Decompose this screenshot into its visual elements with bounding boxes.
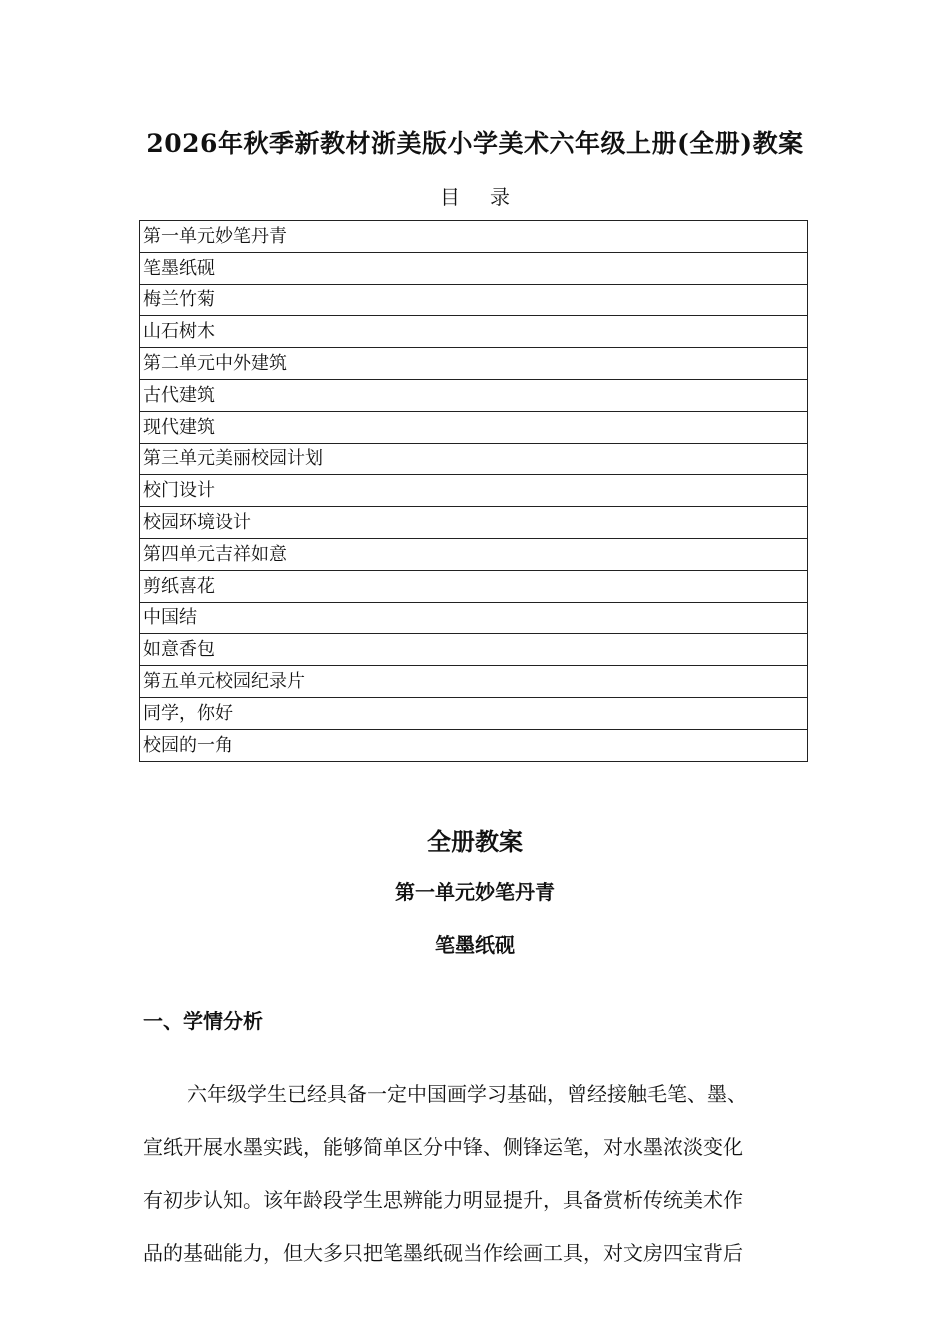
body-paragraph — [143, 1068, 811, 1280]
document-title: 2026年秋季新教材浙美版小学美术六年级上册(全册)教案 — [146, 129, 804, 158]
toc-heading: 目录 — [440, 185, 540, 209]
toc-table — [139, 220, 808, 762]
toc-item: 古代建筑 — [140, 379, 808, 411]
toc-row — [140, 221, 808, 253]
toc-row — [140, 729, 808, 761]
toc-item: 第三单元美丽校园计划 — [140, 443, 808, 475]
toc-row — [140, 538, 808, 570]
paragraph-line: 有初步认知。该年龄段学生思辨能力明显提升，具备赏析传统美术作 — [143, 1188, 743, 1212]
toc-row — [140, 475, 808, 507]
toc-item: 剪纸喜花 — [140, 570, 808, 602]
toc-item: 校园的一角 — [140, 729, 808, 761]
toc-row — [140, 284, 808, 316]
toc-item: 中国结 — [140, 602, 808, 634]
lesson-title: 笔墨纸砚 — [435, 933, 515, 957]
toc-row — [140, 634, 808, 666]
toc-item: 如意香包 — [140, 634, 808, 666]
toc-item: 第四单元吉祥如意 — [140, 538, 808, 570]
toc-item: 梅兰竹菊 — [140, 284, 808, 316]
paragraph-line: 六年级学生已经具备一定中国画学习基础，曾经接触毛笔、墨、 — [187, 1082, 747, 1106]
toc-row — [140, 602, 808, 634]
toc-row — [140, 507, 808, 539]
toc-item: 同学，你好 — [140, 697, 808, 729]
toc-item: 第二单元中外建筑 — [140, 348, 808, 380]
toc-item: 第五单元校园纪录片 — [140, 666, 808, 698]
toc-row — [140, 570, 808, 602]
toc-item: 校园环境设计 — [140, 507, 808, 539]
toc-item: 校门设计 — [140, 475, 808, 507]
toc-item: 现代建筑 — [140, 411, 808, 443]
toc-row — [140, 697, 808, 729]
toc-item: 山石树木 — [140, 316, 808, 348]
toc-row — [140, 379, 808, 411]
toc-row — [140, 443, 808, 475]
paragraph-line: 宣纸开展水墨实践，能够简单区分中锋、侧锋运笔，对水墨浓淡变化 — [143, 1135, 743, 1159]
toc-row — [140, 316, 808, 348]
toc-row — [140, 666, 808, 698]
toc-item: 第一单元妙笔丹青 — [140, 221, 808, 253]
toc-item: 笔墨纸砚 — [140, 252, 808, 284]
toc-row — [140, 252, 808, 284]
paragraph-line: 品的基础能力，但大多只把笔墨纸砚当作绘画工具，对文房四宝背后 — [143, 1241, 743, 1265]
toc-row — [140, 348, 808, 380]
unit-title: 第一单元妙笔丹青 — [395, 880, 555, 904]
toc-row — [140, 411, 808, 443]
section-heading: 一、学情分析 — [143, 1009, 263, 1033]
all-plan-heading: 全册教案 — [427, 828, 523, 856]
